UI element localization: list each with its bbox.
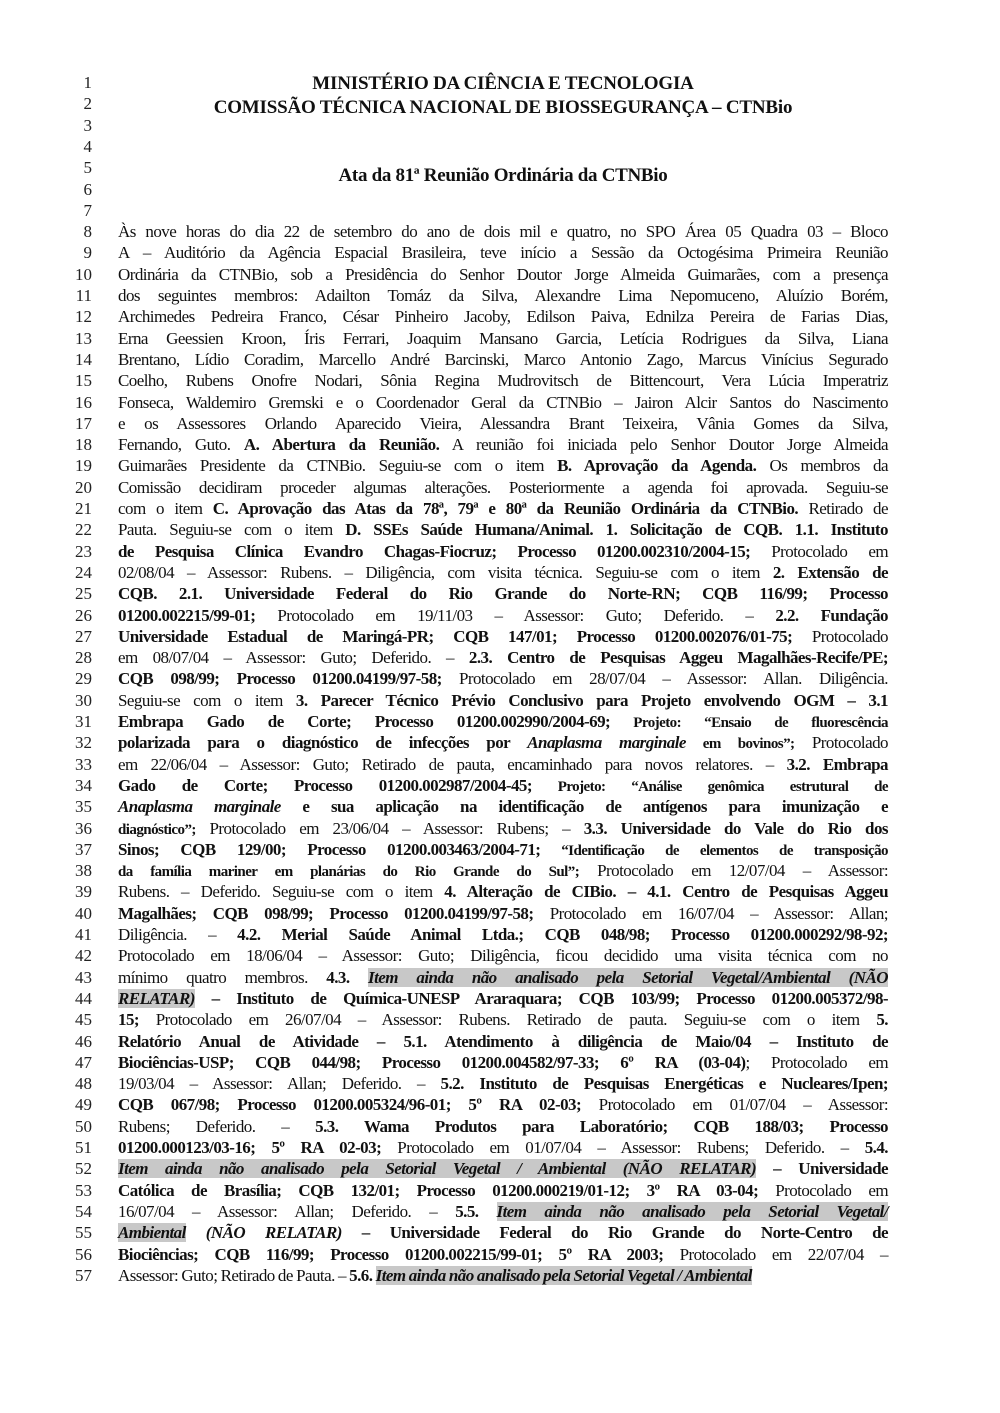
- text-segment: Protocolado em 23/06/04 – Assessor: Rubens; –: [195, 818, 584, 838]
- text-segment: Gado de Corte; Processo 01200.002987/2004-45;: [118, 775, 532, 795]
- text-line: [118, 1180, 888, 1201]
- text-line: [118, 1073, 888, 1094]
- text-line: [118, 754, 888, 775]
- text-line: [118, 967, 888, 988]
- text-line: [118, 1094, 888, 1115]
- text-line: [118, 583, 888, 604]
- text-segment: 5.3. Wama Produtos para Laboratório; CQB 188/03; Processo: [315, 1116, 888, 1136]
- text-line: [118, 1052, 888, 1073]
- text-segment: 2.3. Centro de Pesquisas Aggeu Magalhães-Recife/PE;: [468, 648, 888, 668]
- line-number: 53: [75, 1180, 92, 1200]
- line-number: 29: [75, 669, 92, 689]
- text-segment: Comissão decidiram proceder algumas alterações. Posteriormente a agenda foi aprovada. Seguiu-se: [118, 477, 888, 497]
- text-segment: Rubens. – Deferido. Seguiu-se com o item: [118, 882, 445, 902]
- text-line: [118, 1222, 888, 1243]
- text-segment: Rubens; Deferido. –: [118, 1116, 316, 1136]
- text-line: [118, 775, 888, 796]
- text-segment: A – Auditório da Agência Espacial Brasileira, teve início a Sessão da Octogésima Primeira Reunião: [118, 243, 888, 263]
- text-segment: 3.3. Universidade do Vale do Rio dos: [583, 818, 888, 838]
- text-segment: 5.: [876, 1010, 888, 1030]
- line-number: 27: [75, 626, 92, 646]
- text-segment: Protocolado em 22/07/04 –: [663, 1244, 888, 1264]
- text-line: [118, 221, 888, 242]
- text-line: [118, 1116, 888, 1137]
- text-line: [118, 434, 888, 455]
- line-number: 39: [75, 882, 92, 902]
- text-segment: – Universidade Federal do Rio Grande do Norte-Centro de: [341, 1223, 888, 1243]
- text-line: [118, 562, 888, 583]
- line-number: 47: [75, 1052, 92, 1072]
- line-number: 10: [75, 264, 92, 284]
- text-segment: Archimedes Pedreira Franco, César Pinheiro Jacoby, Edilson Paiva, Ednilza Pereira de Farias Dias,: [118, 307, 888, 327]
- line-number: 48: [75, 1074, 92, 1094]
- text-line: [118, 924, 888, 945]
- line-number: 38: [75, 861, 92, 881]
- text-segment: 5.4.: [864, 1138, 888, 1157]
- line-number: 28: [75, 648, 92, 668]
- text-segment: 5.6.: [349, 1265, 376, 1285]
- text-line: [118, 1158, 888, 1179]
- text-segment: Os membros da: [756, 456, 888, 476]
- text-segment: Pauta. Seguiu-se com o item: [118, 520, 346, 540]
- text-segment: diagnóstico”;: [118, 821, 196, 838]
- text-line: [118, 413, 888, 434]
- line-number: 41: [75, 925, 92, 944]
- text-segment: Protocolado: [794, 733, 888, 753]
- line-number: 1: [83, 73, 92, 92]
- text-segment: A. Abertura da Reunião.: [243, 435, 440, 455]
- text-segment: Protocolado em 19/11/03 – Assessor: Guto; Deferido. –: [255, 605, 776, 625]
- text-line: [118, 1009, 888, 1030]
- text-segment: 2. Extensão de: [772, 562, 888, 582]
- text-segment: 5.2. Instituto de Pesquisas Energéticas e Nucleares/Ipen;: [440, 1074, 888, 1094]
- line-number: 34: [75, 775, 92, 795]
- text-line: [118, 668, 888, 689]
- line-number: 40: [75, 903, 92, 923]
- line-number: 6: [83, 179, 92, 199]
- text-segment: Universidade Estadual de Maringá-PR; CQB 147/01; Processo 01200.002076/01-75;: [118, 626, 793, 646]
- text-line: [118, 264, 888, 285]
- line-number: 35: [75, 797, 92, 817]
- line-number: 54: [75, 1201, 92, 1221]
- line-number: 37: [75, 839, 92, 859]
- highlighted-note: Item ainda não analisado pela Setorial Vegetal / Ambiental: [375, 1265, 752, 1285]
- text-segment: 02/08/04 – Assessor: Rubens. – Diligência, com visita técnica. Seguiu-se com o item: [118, 562, 773, 582]
- line-number: 50: [75, 1116, 92, 1136]
- line-number: 11: [75, 286, 92, 305]
- line-number: 46: [75, 1031, 92, 1051]
- text-line: [118, 498, 888, 519]
- text-segment: C. Aprovação das Atas da 78ª, 79ª e 80ª da Reunião Ordinária da CTNBio.: [212, 499, 799, 518]
- line-number: 31: [75, 712, 92, 731]
- text-segment: Coelho, Rubens Onofre Nodari, Sônia Regina Mudrovitsch de Bittencourt, Vera Lúcia Imperatriz: [118, 371, 888, 391]
- text-segment: 01200.000123/03-16; 5º RA 02-03;: [118, 1138, 382, 1157]
- line-number: 42: [75, 946, 92, 966]
- line-number: 33: [75, 754, 92, 774]
- text-segment: Protocolado em: [758, 1180, 889, 1200]
- text-line: [118, 285, 888, 306]
- highlighted-note: Item ainda não analisado pela Setorial Vegetal / Ambiental (NÃO RELATAR): [118, 1159, 757, 1179]
- text-segment: 4. Alteração de CIBio. – 4.1. Centro de Pesquisas Aggeu: [444, 882, 888, 902]
- text-segment: 3.2. Embrapa: [786, 754, 888, 774]
- text-line: [118, 732, 888, 753]
- text-segment: com o item: [118, 499, 213, 518]
- text-line: [118, 541, 888, 562]
- text-segment: de Pesquisa Clínica Evandro Chagas-Fiocruz; Processo 01200.002310/2004-15;: [118, 541, 751, 561]
- text-segment: B. Aprovação da Agenda.: [557, 456, 757, 476]
- line-number: 32: [75, 733, 92, 753]
- text-line: [118, 860, 888, 881]
- highlighted-note: Item ainda não analisado pela Setorial Vegetal/: [496, 1201, 888, 1221]
- text-line: [118, 1137, 888, 1158]
- line-number: 52: [75, 1159, 92, 1179]
- text-segment: 15;: [118, 1010, 140, 1030]
- text-line: [118, 477, 888, 498]
- text-segment: Embrapa Gado de Corte; Processo 01200.002990/2004-69;: [118, 712, 611, 731]
- text-segment: (NÃO RELATAR): [185, 1223, 342, 1243]
- text-segment: Relatório Anual de Atividade – 5.1. Atendimento à diligência de Maio/04 – Instituto de: [118, 1031, 888, 1051]
- text-segment: Protocolado em 01/07/04 – Assessor: Rubens; Deferido. –: [381, 1138, 865, 1157]
- text-line: [118, 519, 888, 540]
- text-segment: Protocolado em 18/06/04 – Assessor: Guto; Diligência, ficou decidido uma visita técnica com no: [118, 946, 888, 966]
- text-segment: 2.2. Fundação: [775, 605, 888, 625]
- highlighted-note: Item ainda não analisado pela Setorial Vegetal/Ambiental (NÃO: [368, 967, 888, 987]
- text-segment: Diligência. –: [118, 925, 238, 944]
- line-number: 21: [75, 499, 92, 518]
- line-number: 18: [75, 435, 92, 455]
- text-segment: Protocolado: [792, 626, 888, 646]
- text-segment: dos seguintes membros: Adailton Tomáz da Silva, Alexandre Lima Nepomuceno, Aluízio Borém,: [118, 286, 888, 305]
- text-segment: mínimo quatro membros.: [118, 967, 327, 987]
- text-line: [118, 605, 888, 626]
- text-segment: Biociências-USP; CQB 044/98; Processo 01200.004582/97-33; 6º RA (03-04): [118, 1052, 746, 1072]
- text-line: [118, 711, 888, 732]
- commission-heading: COMISSÃO TÉCNICA NACIONAL DE BIOSSEGURANÇA – CTNBio: [213, 97, 793, 118]
- line-number: 36: [75, 818, 92, 838]
- text-line: [118, 945, 888, 966]
- line-number: 25: [75, 584, 92, 604]
- line-number: 56: [75, 1244, 92, 1264]
- text-segment: Protocolado em 26/07/04 – Assessor: Rubens. Retirado de pauta. Seguiu-se com o item: [139, 1010, 877, 1030]
- ministry-heading: MINISTÉRIO DA CIÊNCIA E TECNOLOGIA: [312, 73, 694, 94]
- text-segment: Protocolado em 16/07/04 – Assessor: Allan;: [533, 903, 888, 923]
- text-segment: CQB. 2.1. Universidade Federal do Rio Grande do Norte-RN; CQB 116/99; Processo: [118, 584, 888, 604]
- document-title: Ata da 81ª Reunião Ordinária da CTNBio: [338, 165, 668, 186]
- line-number: 45: [75, 1010, 92, 1030]
- text-line: [118, 1244, 888, 1265]
- text-segment: Fonseca, Waldemiro Gremski e o Coordenador Geral da CTNBio – Jairon Alcir Santos do Nascimento: [118, 392, 888, 412]
- text-segment: em 08/07/04 – Assessor: Guto; Deferido. –: [118, 648, 469, 668]
- text-line: [118, 903, 888, 924]
- line-number: 4: [83, 136, 92, 156]
- text-segment: Guimarães Presidente da CTNBio. Seguiu-se com o item: [118, 456, 558, 476]
- text-segment: Católica de Brasília; CQB 132/01; Processo 01200.000219/01-12; 3º RA 03-04;: [118, 1180, 759, 1200]
- text-segment: Erna Geessien Kroon, Íris Ferrari, Joaquim Mansano Garcia, Letícia Rodrigues da Silva, Liana: [118, 328, 888, 348]
- line-number: 8: [83, 222, 92, 242]
- line-number: 44: [75, 988, 92, 1008]
- line-number: 16: [75, 392, 92, 412]
- text-segment: Biociências; CQB 116/99; Processo 01200.002215/99-01; 5º RA 2003;: [118, 1244, 664, 1264]
- text-segment: Anaplasma marginale: [118, 797, 281, 817]
- text-line: [118, 839, 888, 860]
- text-line: [118, 690, 888, 711]
- text-segment: Brentano, Lídio Coradim, Marcello André Barcinski, Marco Antonio Zago, Marcus Vinícius Segurado: [118, 349, 888, 369]
- text-segment: Protocolado em 01/07/04 – Assessor:: [581, 1095, 888, 1115]
- text-segment: Ordinária da CTNBio, sob a Presidência do Senhor Doutor Jorge Almeida Guimarães, com a presença: [118, 264, 888, 284]
- text-line: [118, 988, 888, 1009]
- highlighted-note: RELATAR): [118, 988, 195, 1008]
- text-segment: CQB 098/99; Processo 01200.04199/97-58;: [118, 669, 442, 689]
- text-segment: e os Assessores Orlando Aparecido Vieira, Alessandra Brant Teixeira, Vânia Gomes da Silva,: [118, 413, 888, 433]
- text-line: [118, 392, 888, 413]
- line-number: 30: [75, 690, 92, 710]
- text-segment: 16/07/04 – Assessor: Allan; Deferido. –: [118, 1201, 456, 1221]
- line-number: 43: [75, 967, 92, 987]
- text-line: [118, 242, 888, 263]
- text-segment: 4.3.: [326, 967, 369, 987]
- text-segment: – Universidade: [756, 1159, 888, 1179]
- line-number: 14: [75, 349, 92, 369]
- line-number: 15: [75, 371, 92, 391]
- text-line: [118, 455, 888, 476]
- text-segment: Protocolado em 28/07/04 – Assessor: Allan. Diligência.: [441, 669, 888, 689]
- text-segment: A reunião foi iniciada pelo Senhor Doutor Jorge Almeida: [439, 435, 888, 455]
- line-number: 57: [75, 1265, 92, 1285]
- text-segment: D. SSEs Saúde Humana/Animal. 1. Solicitação de CQB. 1.1. Instituto: [345, 520, 888, 540]
- line-number: 17: [75, 413, 92, 433]
- text-line: [118, 647, 888, 668]
- text-segment: em bovinos”;: [685, 736, 795, 753]
- line-number: 7: [83, 200, 92, 220]
- text-segment: e sua aplicação na identificação de antígenos para imunização e: [280, 797, 888, 817]
- text-segment: 5.5.: [455, 1201, 497, 1221]
- text-segment: Fernando, Guto.: [118, 435, 244, 455]
- line-number: 5: [83, 158, 92, 178]
- text-segment: 19/03/04 – Assessor: Allan; Deferido. –: [118, 1074, 441, 1094]
- text-line: [118, 626, 888, 647]
- line-number: 24: [75, 562, 92, 582]
- text-segment: – Instituto de Química-UNESP Araraquara; CQB 103/99; Processo 01200.005372/98-: [194, 988, 888, 1008]
- text-segment: ; Protocolado em: [745, 1052, 888, 1072]
- line-number: 55: [75, 1223, 92, 1243]
- text-line: [118, 328, 888, 349]
- text-segment: CQB 067/98; Processo 01200.005324/96-01; 5º RA 02-03;: [118, 1095, 582, 1115]
- text-segment: Sinos; CQB 129/00; Processo 01200.003463/2004-71;: [118, 839, 541, 859]
- text-segment: Retirado de: [798, 499, 889, 518]
- text-segment: Assessor: Guto; Retirado de Pauta. –: [118, 1265, 350, 1285]
- line-number: 12: [75, 307, 92, 327]
- text-segment: Magalhães; CQB 098/99; Processo 01200.04199/97-58;: [118, 903, 534, 923]
- text-line: [118, 1201, 888, 1222]
- text-line: [118, 881, 888, 902]
- text-segment: Protocolado em: [750, 541, 888, 561]
- line-number: 23: [75, 541, 92, 561]
- text-segment: Seguiu-se com o item: [118, 690, 296, 710]
- line-number: 19: [75, 456, 92, 476]
- line-number: 9: [83, 243, 92, 263]
- text-segment: “Identificação de elementos de transposição: [540, 842, 888, 859]
- text-segment: Projeto: “Ensaio de fluorescência: [610, 715, 888, 731]
- text-segment: polarizada para o diagnóstico de infecções por: [118, 733, 528, 753]
- line-number: 26: [75, 605, 92, 625]
- line-number: 49: [75, 1095, 92, 1115]
- text-line: [118, 349, 888, 370]
- line-number: 20: [75, 477, 92, 497]
- text-segment: Às nove horas do dia 22 de setembro do ano de dois mil e quatro, no SPO Área 05 Quadra 03 – Bloco: [118, 222, 888, 242]
- text-segment: 3. Parecer Técnico Prévio Conclusivo para Projeto envolvendo OGM – 3.1: [295, 690, 888, 710]
- line-number: 3: [83, 115, 92, 135]
- text-segment: da família mariner em planárias do Rio Grande do Sul”;: [118, 864, 580, 881]
- text-segment: Protocolado em 12/07/04 – Assessor:: [579, 861, 888, 881]
- line-number: 13: [75, 328, 92, 348]
- text-line: [118, 1265, 888, 1286]
- line-number: 51: [75, 1138, 92, 1157]
- text-segment: em 22/06/04 – Assessor: Guto; Retirado de pauta, encaminhado para novos relatores. –: [118, 754, 787, 774]
- text-line: [118, 370, 888, 391]
- text-segment: 01200.002215/99-01;: [118, 605, 256, 625]
- text-line: [118, 796, 888, 817]
- text-segment: 4.2. Merial Saúde Animal Ltda.; CQB 048/98; Processo 01200.000292/98-92;: [237, 925, 889, 944]
- text-line: [118, 306, 888, 327]
- line-number: 2: [83, 94, 92, 114]
- line-number: 22: [75, 520, 92, 540]
- text-line: [118, 1031, 888, 1052]
- highlighted-note: Ambiental: [118, 1223, 186, 1243]
- text-line: [118, 818, 888, 839]
- text-segment: Projeto: “Análise genômica estrutural de: [531, 778, 889, 795]
- text-segment: Anaplasma marginale: [527, 733, 686, 753]
